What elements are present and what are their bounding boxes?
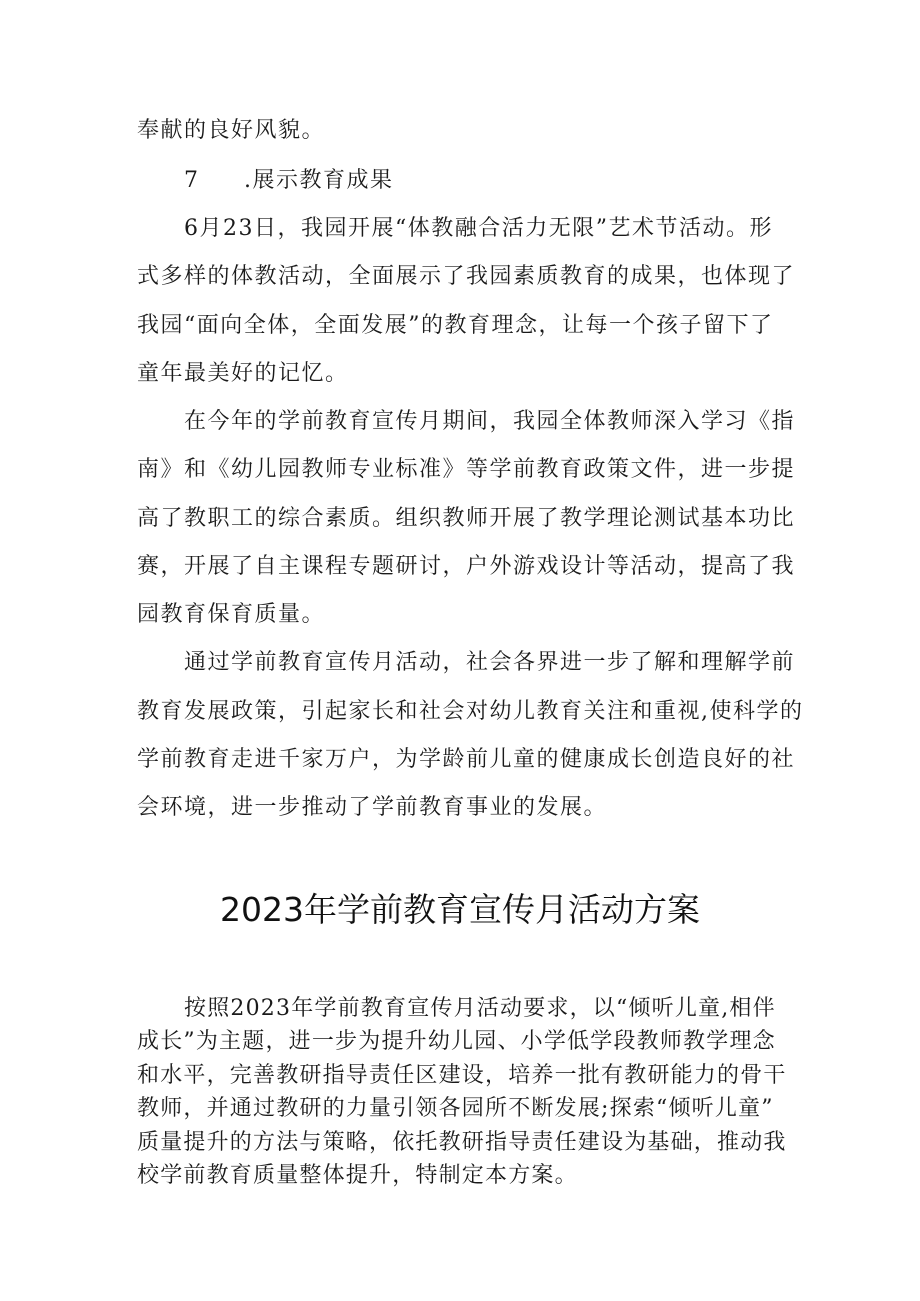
- paragraph-line: 南》和《幼儿园教师专业标准》等学前教育政策文件，进一步提: [137, 457, 796, 482]
- paragraph-line: 我园“面向全体，全面发展”的教育理念，让每一个孩子留下了: [137, 313, 774, 338]
- paragraph-line: 质量提升的方法与策略，依托教研指导责任建设为基础，推动我: [137, 1130, 787, 1155]
- document-title: 2023年学前教育宣传月活动方案: [220, 890, 700, 929]
- section-heading-number: 7: [184, 168, 200, 193]
- paragraph-line: 在今年的学前教育宣传月期间，我园全体教师深入学习《指: [184, 409, 796, 434]
- paragraph-line: 奉献的良好风貌。: [137, 118, 326, 143]
- paragraph-line: 校学前教育质量整体提升，特制定本方案。: [137, 1163, 578, 1188]
- paragraph-line: 通过学前教育宣传月活动，社会各界进一步了解和理解学前: [184, 650, 796, 675]
- paragraph-line: 教师，并通过教研的力量引领各园所不断发展;探索“倾听儿童”: [137, 1096, 774, 1121]
- paragraph-line: 会环境，进一步推动了学前教育事业的发展。: [137, 795, 608, 820]
- paragraph-line: 园教育保育质量。: [137, 602, 326, 627]
- paragraph-line: 式多样的体教活动，全面展示了我园素质教育的成果，也体现了: [137, 264, 796, 289]
- paragraph-line: 童年最美好的记忆。: [137, 361, 349, 386]
- paragraph-line: 6月23日，我园开展“体教融合活力无限”艺术节活动。形: [184, 216, 773, 241]
- paragraph-line: 高了教职工的综合素质。组织教师开展了教学理论测试基本功比: [137, 506, 796, 531]
- paragraph-line: 赛，开展了自主课程专题研讨，户外游戏设计等活动，提高了我: [137, 554, 796, 579]
- paragraph-line: 教育发展政策，引起家长和社会对幼儿教育关注和重视,使科学的: [137, 699, 804, 724]
- paragraph-line: 按照2023年学前教育宣传月活动要求，以“倾听儿童,相伴: [184, 996, 776, 1021]
- paragraph-line: 和水平，完善教研指导责任区建设，培养一批有教研能力的骨干: [137, 1063, 787, 1088]
- paragraph-line: 学前教育走进千家万户，为学龄前儿童的健康成长创造良好的社: [137, 747, 796, 772]
- section-heading-text: .展示教育成果: [244, 168, 394, 193]
- paragraph-line: 成长”为主题，进一步为提升幼儿园、小学低学段教师教学理念: [137, 1029, 776, 1054]
